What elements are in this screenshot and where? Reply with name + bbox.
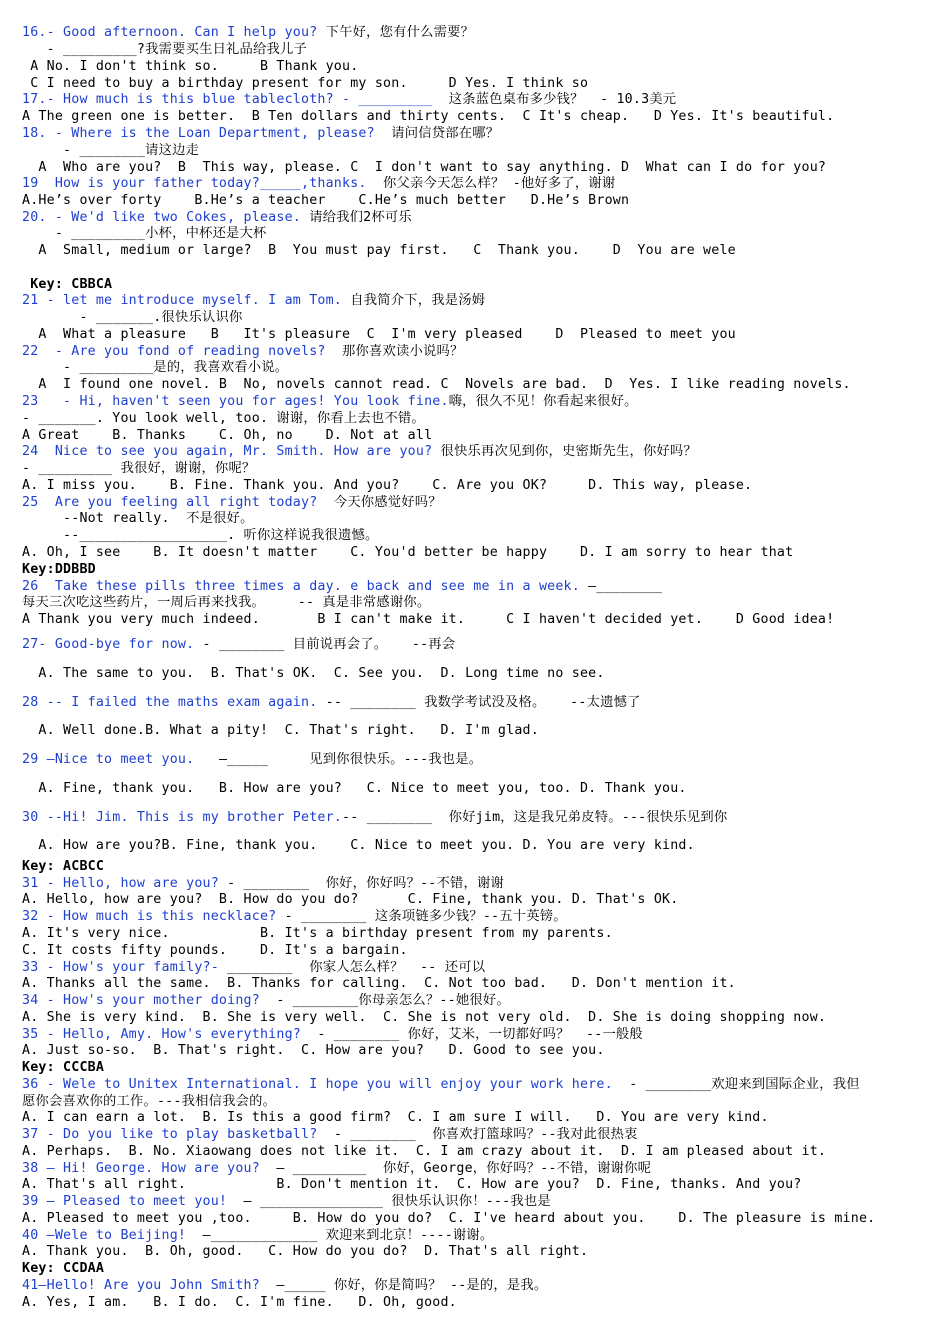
question-line (22, 344, 932, 360)
translation-text: - ________欢迎来到国际企业，我但 (612, 1077, 860, 1092)
text-line (22, 1043, 932, 1059)
translation-text: - ________ 你好，你好吗？--不错，谢谢 (218, 876, 504, 891)
translation-text: -- ________ 你好jim，这是我兄弟皮特。---很快乐见到你 (342, 810, 728, 825)
line-text: A. Oh, I see B. It doesn't matter C. You'd better be happy D. I am sorry to hear that (22, 545, 794, 560)
line-text: - _________小杯，中杯还是大杯 (22, 226, 267, 241)
line-text: A. That's all right. B. Don't mention it. C. How are you? D. Fine, thanks. And you? (22, 1177, 802, 1192)
line-text: A. Well done.B. What a pity! C. That's right. D. I'm glad. (22, 723, 539, 738)
line-text: - _________?我需要买生日礼品给我儿子 (22, 42, 308, 57)
line-text: A Great B. Thanks C. Oh, no D. Not at all (22, 428, 433, 443)
text-line (22, 666, 932, 682)
question-text: 40 —Wele to Beijing! (22, 1228, 187, 1243)
question-text: 20. - We'd like two Cokes, please. (22, 210, 301, 225)
text-line (22, 1110, 932, 1126)
answer-key (22, 1261, 932, 1277)
question-line (22, 444, 932, 460)
answer-key-text: Key: ACBCC (22, 859, 105, 874)
question-line (22, 1161, 932, 1177)
text-line (22, 478, 932, 494)
line-text: - _________是的，我喜欢看小说。 (22, 360, 289, 375)
text-line (22, 428, 932, 444)
answer-key (22, 277, 932, 293)
translation-text: ________ 你家人怎么样？ -- 还可以 (218, 960, 486, 975)
question-text: 28 -- I failed the maths exam again. (22, 695, 318, 710)
question-text: 37 - Do you like to play basketball? (22, 1127, 318, 1142)
line-text: A. How are you?B. Fine, thank you. C. Nice to meet you. D. You are very kind. (22, 838, 695, 853)
question-line (22, 993, 932, 1009)
text-line (22, 59, 932, 75)
text-line (22, 243, 932, 259)
question-line (22, 1228, 932, 1244)
text-line (22, 1295, 932, 1311)
text-line (22, 1177, 932, 1193)
answer-key (22, 562, 932, 578)
text-line (22, 377, 932, 393)
line-text: A. I miss you. B. Fine. Thank you. And you? C. Are you OK? D. This way, please. (22, 478, 753, 493)
question-text: 21 - let me introduce myself. I am Tom. (22, 293, 343, 308)
line-text: A. Yes, I am. B. I do. C. I'm fine. D. Oh, good. (22, 1295, 457, 1310)
question-line (22, 695, 932, 711)
line-text: - ________请这边走 (22, 143, 200, 158)
translation-text: - ________ 你喜欢打篮球吗？--我对此很热衷 (317, 1127, 638, 1142)
translation-text: 今天你感觉好吗？ (317, 495, 442, 510)
line-text: A. The same to you. B. That's OK. C. See you. D. Long time no see. (22, 666, 605, 681)
question-text: 26 Take these pills three times a day. e back and see me in a week. (22, 579, 580, 594)
question-text: 41—Hello! Are you John Smith? (22, 1278, 260, 1293)
line-text: --__________________. 听你这样说我很遗憾。 (22, 528, 379, 543)
line-text: A. It's very nice. B. It's a birthday present from my parents. (22, 926, 613, 941)
question-line (22, 579, 932, 595)
text-line (22, 327, 932, 343)
question-text: 35 - Hello, Amy. How's everything? (22, 1027, 301, 1042)
answer-key (22, 859, 932, 875)
text-line (22, 511, 932, 527)
line-text: A The green one is better. B Ten dollars and thirty cents. C It's cheap. D Yes. It's beautiful. (22, 109, 835, 124)
line-text: - _______. You look well, too. 谢谢，你看上去也不错。 (22, 411, 425, 426)
line-text: A. Thanks all the same. B. Thanks for calling. C. Not too bad. D. Don't mention it. (22, 976, 736, 991)
line-text: - _______.很快乐认识你 (22, 310, 243, 325)
question-line (22, 1027, 932, 1043)
question-text: 18. - Where is the Loan Department, please? (22, 126, 375, 141)
line-text: A What a pleasure B It's pleasure C I'm very pleased D Pleased to meet you (22, 327, 736, 342)
question-text: 36 - Wele to Unitex International. I hope you will enjoy your work here. (22, 1077, 613, 1092)
text-line (22, 612, 932, 628)
question-line (22, 810, 932, 826)
translation-text: - ________ 你好，艾米，一切都好吗？ --一般般 (300, 1027, 643, 1042)
line-text: A Small, medium or large? B You must pay first. C Thank you. D You are wele (22, 243, 736, 258)
translation-text: —_____________ 欢迎来到北京！----谢谢。 (186, 1228, 494, 1243)
question-text: 25 Are you feeling all right today? (22, 495, 318, 510)
translation-text: - ________ 目前说再会了。 --再会 (194, 637, 456, 652)
text-line (22, 926, 932, 942)
text-line (22, 838, 932, 854)
text-line (22, 360, 932, 376)
text-line (22, 461, 932, 477)
text-line (22, 1144, 932, 1160)
question-text: 34 - How's your mother doing? (22, 993, 260, 1008)
text-line (22, 1010, 932, 1026)
text-line (22, 545, 932, 561)
text-line (22, 781, 932, 797)
text-line (22, 1094, 932, 1110)
text-line (22, 226, 932, 242)
question-text: 39 — Pleased to meet you! (22, 1194, 228, 1209)
text-line (22, 528, 932, 544)
line-text: A. Just so-so. B. That's right. C. How are you? D. Good to see you. (22, 1043, 605, 1058)
text-line (22, 76, 932, 92)
answer-key-text: Key:DDBBD (22, 562, 96, 577)
translation-text: 自我简介下，我是汤姆 (342, 293, 486, 308)
question-text: 38 — Hi! George. How are you? (22, 1161, 260, 1176)
question-line (22, 1194, 932, 1210)
line-text: A. Thank you. B. Oh, good. C. How do you do? D. That's all right. (22, 1244, 589, 1259)
question-line (22, 876, 932, 892)
question-line (22, 293, 932, 309)
question-line (22, 752, 932, 768)
line-text: A No. I don't think so. B Thank you. (22, 59, 359, 74)
line-text: A. Pleased to meet you ,too. B. How do you do? C. I've heard about you. D. The pleasure is mine. (22, 1211, 876, 1226)
translation-text: —_____ 见到你很快乐。---我也是。 (194, 752, 483, 767)
text-line (22, 193, 932, 209)
line-text: 每天三次吃这些药片，一周后再来找我。 -- 真是非常感谢你。 (22, 595, 431, 610)
question-text: 22 - Are you fond of reading novels? (22, 344, 326, 359)
question-line (22, 126, 932, 142)
question-line (22, 637, 932, 653)
question-text: 24 Nice to see you again, Mr. Smith. How are you? (22, 444, 433, 459)
line-text: A. Fine, thank you. B. How are you? C. Nice to meet you, too. D. Thank you. (22, 781, 687, 796)
line-text: A. I can earn a lot. B. Is this a good firm? C. I am sure I will. D. You are very kind. (22, 1110, 769, 1125)
text-line (22, 723, 932, 739)
question-text: 33 - How's your family?- (22, 960, 219, 975)
question-line (22, 1127, 932, 1143)
translation-text: - ________你母亲怎么？--她很好。 (259, 993, 510, 1008)
line-text: 愿你会喜欢你的工作。---我相信我会的。 (22, 1094, 277, 1109)
text-line (22, 976, 932, 992)
question-text: 32 - How much is this necklace? (22, 909, 277, 924)
translation-text: 嗨，很久不见！你看起来很好。 (448, 394, 638, 409)
question-line (22, 394, 932, 410)
text-line (22, 160, 932, 176)
line-text: A.He’s over forty B.He’s a teacher C.He’s much better D.He’s Brown (22, 193, 630, 208)
line-text: A I found one novel. B No, novels cannot read. C Novels are bad. D Yes. I like reading novels. (22, 377, 851, 392)
question-text: 30 --Hi! Jim. This is my brother Peter. (22, 810, 343, 825)
translation-text: 很快乐再次见到你，史密斯先生，你好吗？ (432, 444, 697, 459)
translation-text: 请给我们2杯可乐 (300, 210, 412, 225)
translation-text: — _______________ 很快乐认识你！---我也是 (227, 1194, 551, 1209)
question-text: 19 How is your father today?_____,thanks. (22, 176, 367, 191)
question-line (22, 960, 932, 976)
answer-key (22, 1060, 932, 1076)
answer-key-text: Key: CBBCA (22, 277, 113, 292)
translation-text: — _________ 你好，George，你好吗？--不错，谢谢你呢 (259, 1161, 652, 1176)
text-line (22, 411, 932, 427)
translation-text: 下午好，您有什么需要？ (317, 25, 475, 40)
translation-text: 你父亲今天怎么样？ -他好多了，谢谢 (366, 176, 616, 191)
translation-text: 这条蓝色桌布多少钱？ - 10.3美元 (432, 92, 677, 107)
text-line (22, 1211, 932, 1227)
question-text: 29 —Nice to meet you. (22, 752, 195, 767)
answer-key-text: Key: CCDAA (22, 1261, 105, 1276)
question-line (22, 1278, 932, 1294)
translation-text: 请问信贷部在哪？ (374, 126, 500, 141)
text-line (22, 1244, 932, 1260)
translation-text: —_____ 你好，你是简吗？ --是的，是我。 (259, 1278, 548, 1293)
text-line (22, 42, 932, 58)
line-text: --Not really. 不是很好。 (22, 511, 254, 526)
question-line (22, 495, 932, 511)
question-text: 16.- Good afternoon. Can I help you? (22, 25, 318, 40)
translation-text: —________ (579, 579, 663, 594)
text-line (22, 595, 932, 611)
line-text: A Thank you very much indeed. B I can't make it. C I haven't decided yet. D Good idea! (22, 612, 835, 627)
translation-text: - ________ 这条项链多少钱？--五十英镑。 (276, 909, 567, 924)
text-line (22, 109, 932, 125)
question-text: 27- Good-bye for now. (22, 637, 195, 652)
question-line (22, 92, 932, 108)
translation-text: 那你喜欢读小说吗？ (325, 344, 464, 359)
question-line (22, 909, 932, 925)
line-text: C I need to buy a birthday present for my son. D Yes. I think so (22, 76, 589, 91)
text-line (22, 310, 932, 326)
text-line (22, 143, 932, 159)
question-text: 23 - Hi, haven't seen you for ages! You look fine. (22, 394, 449, 409)
line-text: - _________ 我很好，谢谢，你呢？ (22, 461, 256, 476)
question-line (22, 176, 932, 192)
line-text: A Who are you? B This way, please. C I don't want to say anything. D What can I do for you? (22, 160, 827, 175)
line-text: A. Hello, how are you? B. How do you do? C. Fine, thank you. D. That's OK. (22, 892, 679, 907)
text-line (22, 943, 932, 959)
line-text: A. She is very kind. B. She is very well. C. She is not very old. D. She is doing shopping now. (22, 1010, 827, 1025)
question-line (22, 1077, 932, 1093)
line-text: C. It costs fifty pounds. D. It's a bargain. (22, 943, 408, 958)
answer-key-text: Key: CCCBA (22, 1060, 105, 1075)
translation-text: -- ________ 我数学考试没及格。 --太遗憾了 (317, 695, 641, 710)
line-text: A. Perhaps. B. No. Xiaowang does not like it. C. I am crazy about it. D. I am pleased about it. (22, 1144, 827, 1159)
question-text: 31 - Hello, how are you? (22, 876, 219, 891)
text-line (22, 892, 932, 908)
question-line (22, 25, 932, 41)
question-line (22, 210, 932, 226)
question-text: 17.- How much is this blue tablecloth? - _________ (22, 92, 433, 107)
